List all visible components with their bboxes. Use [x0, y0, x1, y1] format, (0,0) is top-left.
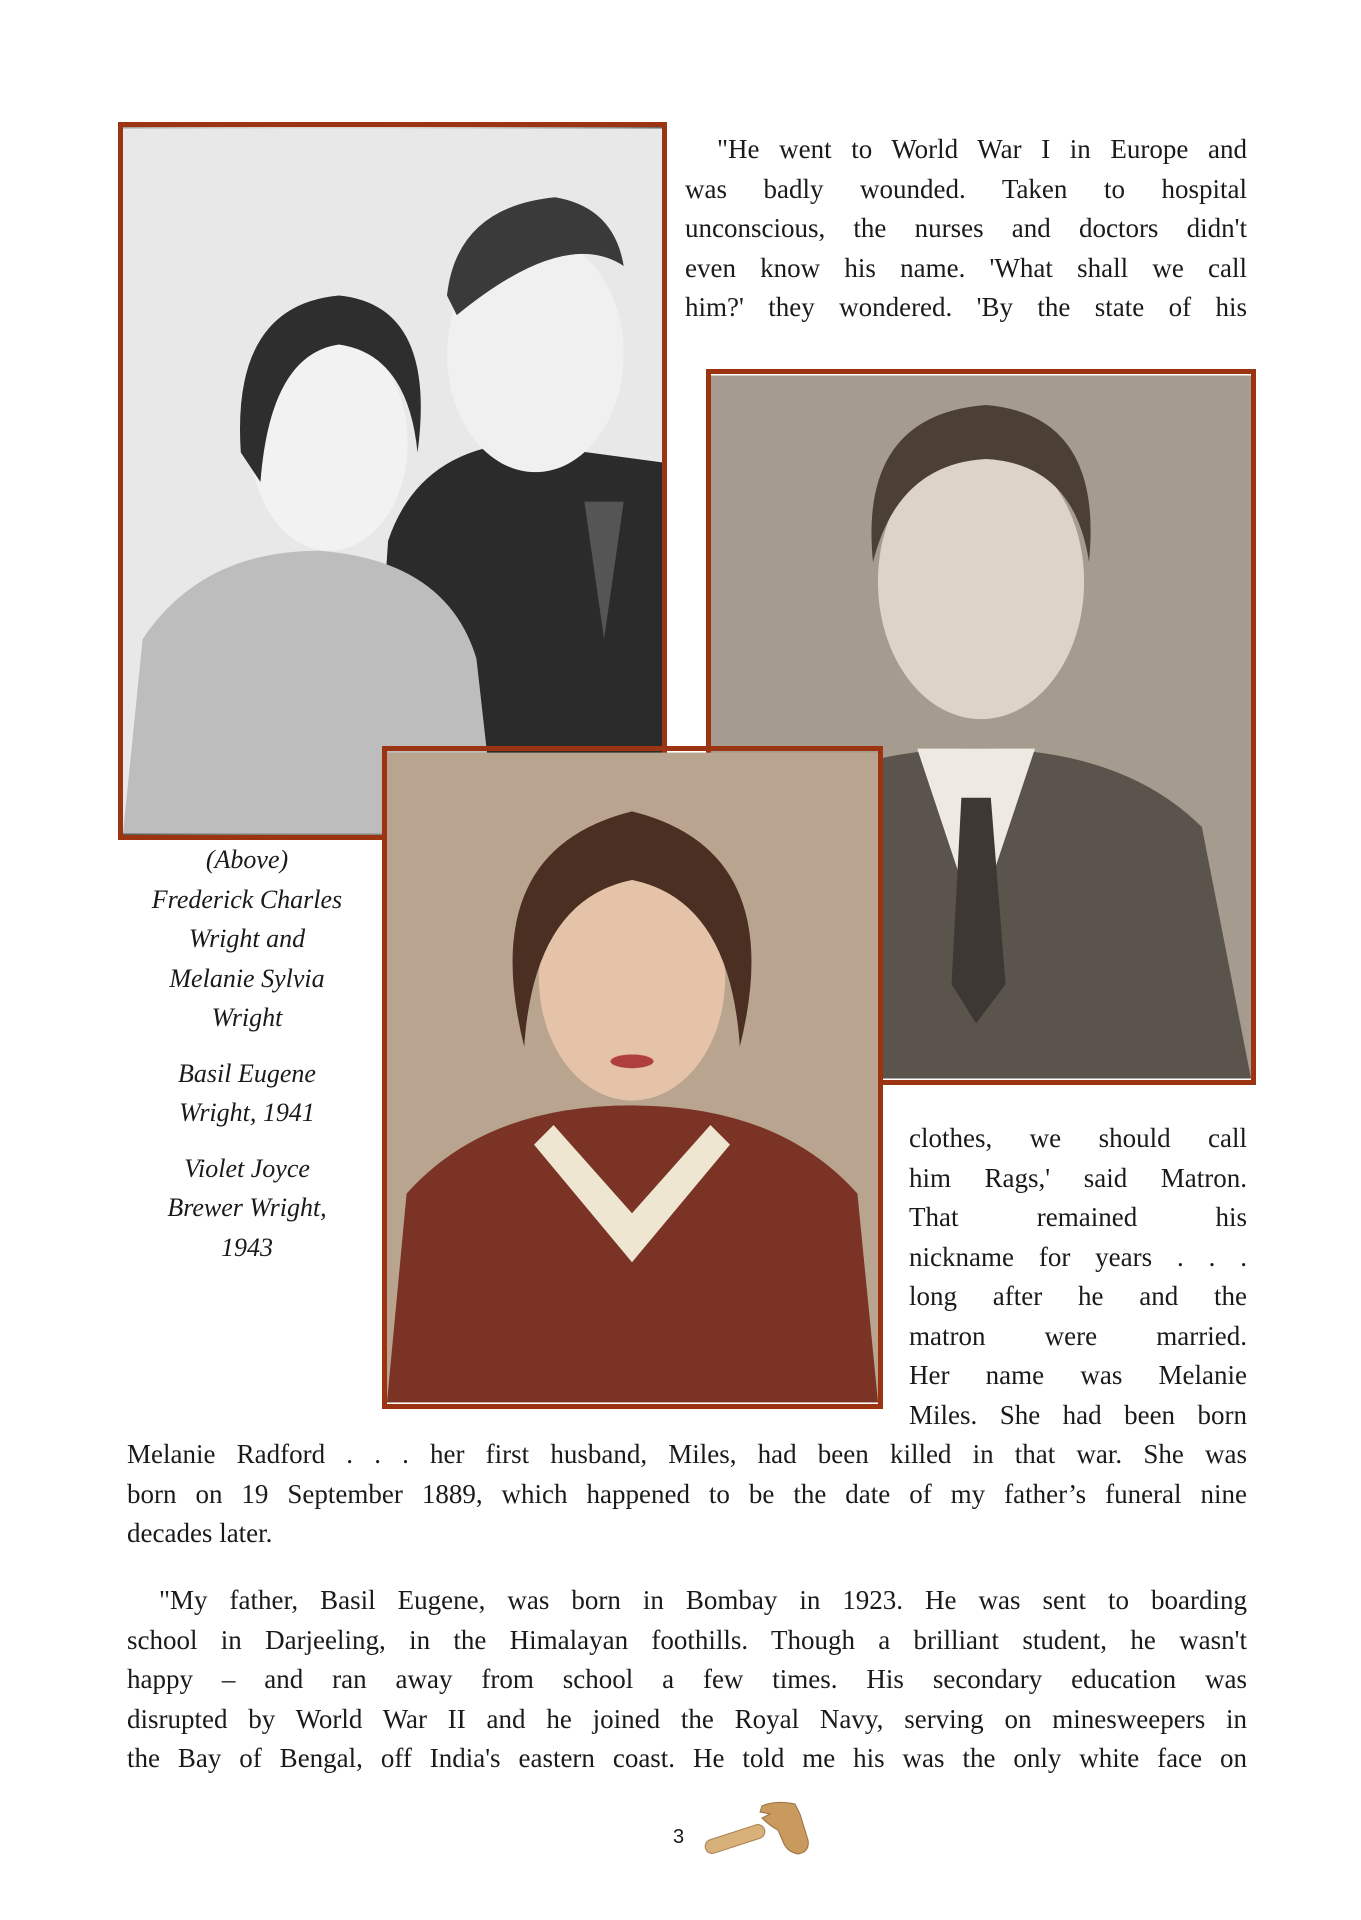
text-line: That remained his	[909, 1202, 1247, 1232]
text-line: nickname for years . . .	[909, 1241, 1247, 1272]
text-line: "My father, Basil Eugene, was born in Bombay in 1923. He was sent to boarding	[159, 1585, 1247, 1615]
story-text-paragraph-1	[127, 1435, 1247, 1554]
caption-line: Wright and	[188, 924, 306, 953]
caption-line: Violet Joyce	[184, 1153, 310, 1183]
text-line: decades later.	[127, 1518, 273, 1548]
photo-violet-joyce-brewer-wright	[382, 746, 883, 1409]
text-line: matron were married.	[909, 1320, 1247, 1351]
caption-violet	[118, 1149, 376, 1268]
couple-portrait-illustration	[123, 127, 662, 835]
caption-line: Basil Eugene	[178, 1058, 316, 1088]
photo-captions	[118, 840, 376, 1283]
caption-line: Wright, 1941	[179, 1098, 315, 1127]
story-text-right	[909, 1119, 1247, 1435]
text-line: even know his name. 'What shall we call	[685, 252, 1247, 283]
text-line: happy – and ran away from school a few times. His secondary education was	[127, 1664, 1247, 1694]
caption-basil	[118, 1054, 376, 1133]
caption-line: Frederick Charles	[151, 884, 343, 914]
caption-line: Wright	[211, 1003, 283, 1032]
text-line: him?' they wondered. 'By the state of his	[685, 292, 1247, 322]
text-line: him Rags,' said Matron.	[909, 1162, 1247, 1193]
young-woman-portrait-illustration	[387, 751, 878, 1404]
text-line: unconscious, the nurses and doctors didn't	[685, 213, 1247, 243]
text-line: Her name was Melanie	[909, 1360, 1247, 1390]
caption-line: Melanie Sylvia	[169, 963, 325, 993]
caption-line: Brewer Wright,	[167, 1193, 327, 1222]
text-line: disrupted by World War II and he joined the Royal Navy, serving on minesweepers in	[127, 1703, 1247, 1734]
text-line: "He went to World War I in Europe and	[717, 134, 1247, 164]
text-line: born on 19 September 1889, which happened to be the date of my father’s funeral nine	[127, 1478, 1247, 1509]
text-line: school in Darjeeling, in the Himalayan foothills. Though a brilliant student, he wasn't	[127, 1624, 1247, 1655]
text-line: Melanie Radford . . . her first husband, Miles, had been killed in that war. She was	[127, 1439, 1247, 1469]
wooden-hammer-icon	[700, 1800, 815, 1862]
text-line: the Bay of Bengal, off India's eastern coast. He told me his was the only white face on	[127, 1743, 1247, 1773]
photo-frederick-and-melanie-wright	[118, 122, 667, 840]
story-text-paragraph-2	[127, 1581, 1247, 1779]
text-line: Miles. She had been born	[909, 1399, 1247, 1430]
text-line: was badly wounded. Taken to hospital	[685, 173, 1247, 204]
text-line: long after he and the	[909, 1281, 1247, 1311]
caption-frederick-melanie	[118, 840, 376, 1038]
text-line: clothes, we should call	[909, 1123, 1247, 1153]
caption-line: (Above)	[205, 845, 289, 874]
caption-line: 1943	[221, 1232, 273, 1262]
page-number: 3	[673, 1826, 685, 1848]
story-text-top	[685, 130, 1247, 328]
